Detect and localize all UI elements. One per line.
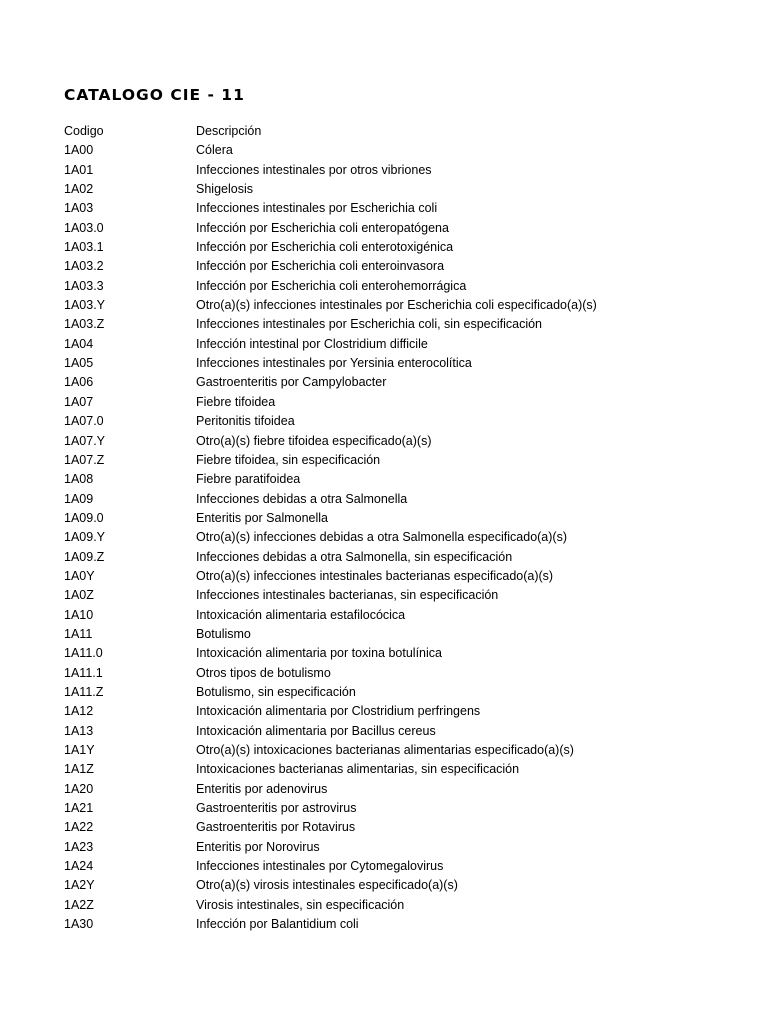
row-description: Otro(a)(s) infecciones intestinales por Escherichia coli especificado(a)(s)	[196, 298, 597, 313]
row-description: Infecciones debidas a otra Salmonella	[196, 491, 408, 506]
column-header-description: Descripción	[196, 124, 262, 138]
row-description: Virosis intestinales, sin especificación	[196, 897, 405, 912]
table-row	[64, 219, 744, 238]
table-row	[64, 528, 744, 547]
row-code: 1A07	[64, 394, 94, 409]
row-description: Fiebre paratifoidea	[196, 472, 301, 487]
row-code: 1A08	[64, 472, 94, 487]
row-code: 1A07.Z	[64, 452, 105, 467]
table-row	[64, 180, 744, 199]
row-code: 1A12	[64, 704, 94, 719]
row-code: 1A04	[64, 336, 94, 351]
row-description: Infección por Escherichia coli enteroinvasora	[196, 259, 445, 274]
row-description: Fiebre tifoidea	[196, 394, 276, 409]
row-code: 1A10	[64, 607, 94, 622]
table-row	[64, 296, 744, 315]
table-row	[64, 509, 744, 528]
row-description: Cólera	[196, 143, 233, 158]
row-description: Enteritis por Salmonella	[196, 510, 329, 525]
table-row	[64, 606, 744, 625]
row-code: 1A11.Z	[64, 684, 104, 699]
table-row	[64, 161, 744, 180]
row-code: 1A20	[64, 781, 94, 796]
table-row	[64, 490, 744, 509]
row-code: 1A01	[64, 162, 94, 177]
row-description: Gastroenteritis por astrovirus	[196, 801, 357, 816]
table-row	[64, 277, 744, 296]
row-description: Intoxicaciones bacterianas alimentarias, sin especificación	[196, 762, 520, 777]
table-row	[64, 876, 744, 895]
table-row	[64, 780, 744, 799]
row-code: 1A22	[64, 820, 94, 835]
table-row	[64, 625, 744, 644]
row-code: 1A11.0	[64, 646, 103, 661]
table-body	[64, 141, 744, 934]
table-row	[64, 373, 744, 392]
row-code: 1A07.0	[64, 414, 104, 429]
table-row	[64, 664, 744, 683]
table-row	[64, 141, 744, 160]
row-code: 1A2Y	[64, 878, 95, 893]
row-code: 1A24	[64, 859, 94, 874]
table-row	[64, 315, 744, 334]
table-row	[64, 199, 744, 218]
row-description: Enteritis por adenovirus	[196, 781, 328, 796]
row-code: 1A11	[64, 626, 93, 641]
row-code: 1A2Z	[64, 897, 94, 912]
row-description: Intoxicación alimentaria estafilocócica	[196, 607, 406, 622]
row-description: Infección por Escherichia coli enterotoxigénica	[196, 240, 454, 255]
row-description: Infección por Escherichia coli enterohemorrágica	[196, 278, 467, 293]
row-code: 1A30	[64, 917, 94, 932]
table-row	[64, 412, 744, 431]
row-description: Infecciones intestinales bacterianas, sin especificación	[196, 588, 499, 603]
row-code: 1A03.1	[64, 240, 104, 255]
row-description: Otros tipos de botulismo	[196, 665, 331, 680]
row-code: 1A09	[64, 491, 94, 506]
row-description: Intoxicación alimentaria por Clostridium perfringens	[196, 704, 481, 719]
row-code: 1A09.Y	[64, 530, 106, 545]
row-code: 1A03.3	[64, 278, 104, 293]
row-description: Infección por Escherichia coli enteropatógena	[196, 220, 449, 235]
table-row	[64, 760, 744, 779]
row-code: 1A06	[64, 375, 94, 390]
catalog-table	[64, 122, 744, 934]
row-code: 1A21	[64, 801, 94, 816]
table-row	[64, 644, 744, 663]
row-description: Infección intestinal por Clostridium difficile	[196, 336, 428, 351]
table-row	[64, 548, 744, 567]
row-description: Peritonitis tifoidea	[196, 414, 295, 429]
row-description: Intoxicación alimentaria por Bacillus cereus	[196, 723, 436, 738]
row-description: Intoxicación alimentaria por toxina botulínica	[196, 646, 442, 661]
row-code: 1A03.0	[64, 220, 104, 235]
row-code: 1A00	[64, 143, 94, 158]
row-description: Gastroenteritis por Campylobacter	[196, 375, 387, 390]
table-row	[64, 702, 744, 721]
row-code: 1A03	[64, 201, 94, 216]
row-description: Otro(a)(s) intoxicaciones bacterianas alimentarias especificado(a)(s)	[196, 743, 574, 757]
row-code: 1A1Z	[64, 762, 94, 777]
row-code: 1A05	[64, 356, 94, 371]
table-row	[64, 586, 744, 605]
table-row	[64, 567, 744, 586]
table-row	[64, 683, 744, 702]
row-code: 1A0Y	[64, 568, 95, 583]
row-description: Fiebre tifoidea, sin especificación	[196, 452, 381, 467]
row-description: Infecciones intestinales por Escherichia coli	[196, 201, 438, 216]
row-description: Infecciones intestinales por otros vibriones	[196, 162, 432, 177]
column-header-code: Codigo	[64, 124, 104, 138]
table-row	[64, 451, 744, 470]
row-description: Infecciones intestinales por Yersinia enterocolítica	[196, 356, 472, 371]
table-row	[64, 393, 744, 412]
row-description: Infecciones intestinales por Escherichia coli, sin especificación	[196, 317, 543, 332]
table-header-row	[64, 122, 744, 141]
row-code: 1A23	[64, 839, 94, 854]
table-row	[64, 257, 744, 276]
table-row	[64, 722, 744, 741]
row-description: Infecciones intestinales por Cytomegalovirus	[196, 859, 444, 874]
row-code: 1A11.1	[64, 665, 103, 680]
row-description: Enteritis por Norovirus	[196, 839, 320, 854]
row-code: 1A09.Z	[64, 549, 105, 564]
row-description: Botulismo, sin especificación	[196, 684, 356, 699]
table-row	[64, 354, 744, 373]
row-description: Infección por Balantidium coli	[196, 917, 359, 932]
table-row	[64, 838, 744, 857]
row-code: 1A03.2	[64, 259, 104, 274]
row-code: 1A03.Y	[64, 298, 106, 313]
row-code: 1A1Y	[64, 743, 95, 757]
row-description: Botulismo	[196, 626, 251, 641]
row-code: 1A02	[64, 182, 94, 197]
table-row	[64, 335, 744, 354]
row-description: Otro(a)(s) fiebre tifoidea especificado(a)(s)	[196, 433, 432, 448]
table-row	[64, 799, 744, 818]
row-description: Otro(a)(s) virosis intestinales especificado(a)(s)	[196, 878, 458, 893]
table-row	[64, 915, 744, 934]
row-description: Gastroenteritis por Rotavirus	[196, 820, 356, 835]
page-title: CATALOGO CIE - 11	[64, 86, 245, 104]
row-description: Infecciones debidas a otra Salmonella, sin especificación	[196, 549, 513, 564]
table-row	[64, 857, 744, 876]
table-row	[64, 896, 744, 915]
row-code: 1A09.0	[64, 510, 104, 525]
table-row	[64, 432, 744, 451]
row-code: 1A0Z	[64, 588, 94, 603]
row-code: 1A03.Z	[64, 317, 105, 332]
table-row	[64, 818, 744, 837]
row-code: 1A13	[64, 723, 94, 738]
row-description: Shigelosis	[196, 182, 253, 197]
row-description: Otro(a)(s) infecciones debidas a otra Salmonella especificado(a)(s)	[196, 530, 567, 545]
table-row	[64, 238, 744, 257]
row-description: Otro(a)(s) infecciones intestinales bacterianas especificado(a)(s)	[196, 568, 554, 583]
row-code: 1A07.Y	[64, 433, 106, 448]
table-row	[64, 741, 744, 760]
table-row	[64, 470, 744, 489]
